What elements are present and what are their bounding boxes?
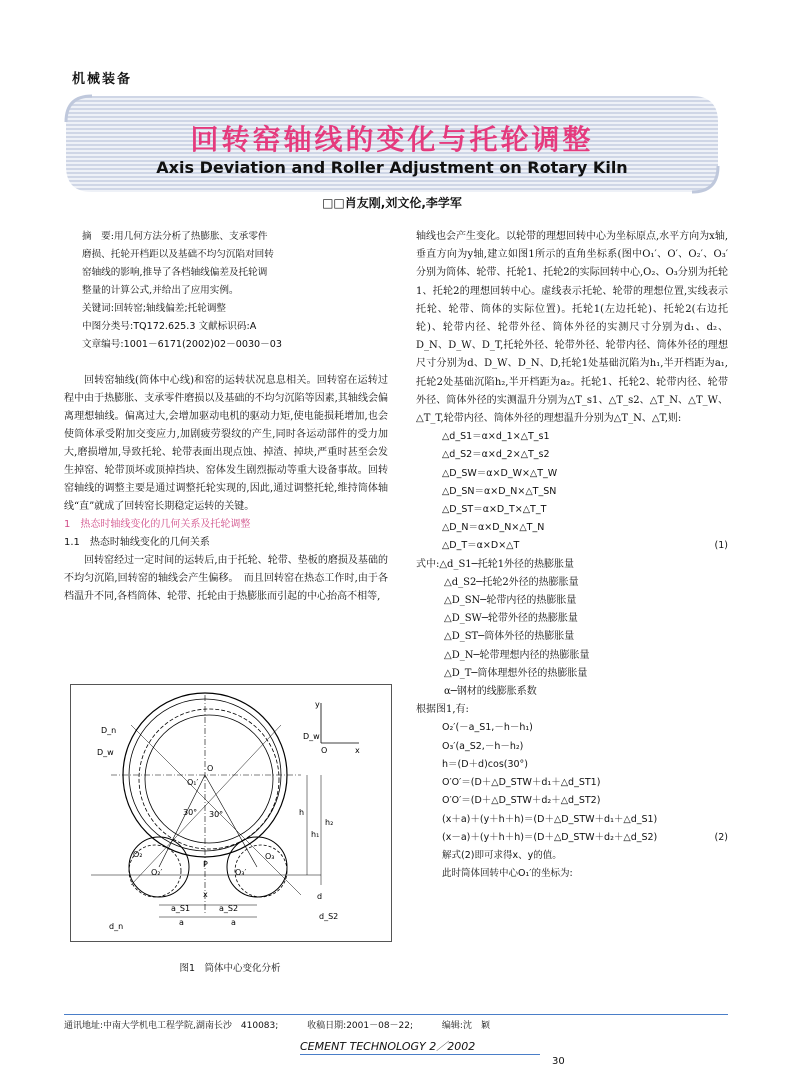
equation-row (416, 829, 728, 847)
footer-address: 通讯地址:中南大学机电工程学院,湖南长沙 410083; (64, 1021, 279, 1031)
label-p: P (203, 860, 208, 869)
label-d: d (317, 892, 323, 901)
equation: O′O′＝(D＋△D_STW＋d₂＋△d_ST2) (442, 795, 601, 807)
equation: △d_S1＝α×d_1×△T_s1 (442, 431, 550, 443)
equation: △D_T＝α×D×△T (442, 540, 520, 552)
label-o2: O₂ (133, 850, 143, 859)
definition: △D_N─轮带理想内径的热膨胀量 (444, 649, 590, 661)
abstract-line: 整量的计算公式,并给出了应用实例。 (82, 285, 239, 296)
abstract-line: 磨损、托轮开档距以及基础不均匀沉陷对回转 (82, 249, 274, 260)
definition: △d_S2─托轮2外径的热膨胀量 (444, 576, 579, 588)
equation: O′O′＝(D＋△D_STW＋d₁＋△d_ST1) (442, 777, 601, 789)
fig-intro: 根据图1,有: (416, 704, 469, 716)
page-number: 30 (552, 1056, 565, 1067)
equation: (x－a)＋(y＋h＋h)＝(D＋△D_STW＋d₂＋△d_S2) (442, 831, 658, 843)
footer-editor: 编辑:沈 颖 (441, 1021, 490, 1031)
equation: h＝(D＋d)cos(30°) (442, 758, 529, 770)
intro-paragraph: 回转窑轴线(筒体中心线)和窑的运转状况息息相关。回转窑在运转过程中由于热膨胀、支承零件磨损以及基础的不均匀沉陷等因素,其轴线会偏离理想轴线。偏离过大,会增加驱动电机的驱动力矩,使电能损耗增加,也会使筒体承受附加交变应力,加剧疲劳裂纹的产生,同时各运动部件的受力加大,磨损增加,导致托轮、轮带表面出现点蚀、掉渣、掉块,严重时甚至会发生掉窑、轮带顶坏或顶掉挡块、窑体发生剧烈振动等重大设备事故。回转窑轴线的调整主要是通过调整托轮实现的,因此,通过调整托轮,维持筒体轴线“直”就成了回转窑长期稳定运转的关键。 (64, 375, 388, 512)
section-heading-1-1: 1.1 热态时轴线变化的几何关系 (64, 537, 210, 548)
equation-number: (1) (714, 540, 728, 552)
label-o3: O₃ (265, 852, 275, 861)
x-axis-label: x (355, 746, 360, 755)
origin-label: O (321, 746, 328, 755)
figure-caption: 图1 筒体中心变化分析 (179, 963, 281, 974)
authors: □□肖友刚,刘文伦,李学军 (322, 196, 462, 210)
classification: 中图分类号:TQ172.625.3 文献标识码:A (82, 321, 257, 332)
label-x-mark: x (203, 890, 208, 899)
figure-1 (70, 684, 392, 942)
equation: (x＋a)＋(y＋h＋h)＝(D＋△D_STW＋d₁＋△d_S1) (442, 813, 658, 825)
definition: △D_SW─轮带外径的热膨胀量 (444, 613, 578, 625)
journal-rule (300, 1054, 540, 1055)
equation: △D_ST＝α×D_T×△T_T (442, 504, 547, 516)
keywords: 关键词:回转窑;轴线偏差;托轮调整 (82, 303, 227, 314)
equation-number: (2) (714, 831, 728, 843)
label-dw-right: D_w (303, 732, 320, 741)
label-angle-left: 30° (183, 808, 198, 817)
label-dn-bottom: d_n (109, 922, 124, 931)
equation: △D_N＝α×D_N×△T_N (442, 522, 545, 534)
label-h2: h₂ (325, 818, 334, 827)
title-chinese: 回转窑轴线的变化与托轮调整 (190, 123, 594, 156)
label-a-right: a (231, 918, 236, 927)
abstract-line: 摘 要:用几何方法分析了热膨胀、支承零件 (82, 231, 268, 242)
label-as2: a_S2 (219, 904, 239, 913)
article-number: 文章编号:1001－6171(2002)02－0030－03 (82, 339, 282, 350)
solve-text: 解式(2)即可求得x、y的值。 (442, 849, 562, 861)
equation: △D_SW＝α×D_W×△T_W (442, 467, 558, 479)
label-o3-actual: O₃′ (235, 868, 247, 877)
body-paragraph: 轴线也会产生变化。以轮带的理想回转中心为坐标原点,水平方向为x轴,垂直方向为y轴,建立如图1所示的直角坐标系(图中O₁′、O′、O₂′、O₃′分别为筒体、轮带、托轮1、托轮2的实际回转中心,O₂、O₃分别为托轮1、托轮2的理想回转中心。虚线表示托轮、轮带的理想位置,实线表示托轮、轮带、筒体的实际位置)。托轮1(左边托轮)、托轮2(右边托轮)、轮带内径、轮带外径、筒体外径的实测尺寸分别为d₁、d₂、D_N、D_W、D_T,托轮外径、轮带外径、轮带内径、筒体外径的理想尺寸分别为d、D_W、D_N、D,托轮1处基础沉陷为h₁,半开档距为a₁,托轮2处基础沉陷h₂,半开档距为a₂。托轮1、托轮2、轮带内径、轮带外径、筒体外径的实测温升分别为△T_s1、△T_s2、△T_N、△T_W、△T_T,轮带内径、筒体外径的理想温升分别为△T_N、△T,则: (416, 231, 728, 425)
title-english: Axis Deviation and Roller Adjustment on Rotary Kiln (156, 158, 628, 177)
equation: △D_SN＝α×D_N×△T_SN (442, 485, 557, 497)
section-label: 机械装备 (72, 72, 133, 87)
right-column (416, 228, 728, 883)
abstract-line: 窑轴线的影响,推导了各档轴线偏差及托轮调 (82, 267, 268, 278)
definition: 式中:△d_S1─托轮1外径的热膨胀量 (416, 558, 575, 570)
label-h: h (299, 808, 305, 817)
footer-divider (64, 1014, 728, 1015)
definition: △D_T─筒体理想外径的热膨胀量 (444, 667, 588, 679)
footer-received: 收稿日期:2001－08－22; (307, 1021, 414, 1031)
label-o: O (207, 764, 214, 773)
abstract (64, 228, 388, 300)
label-a-left: a (179, 918, 184, 927)
section-heading-1: 1 热态时轴线变化的几何关系及托轮调整 (64, 519, 251, 530)
label-ds2: d_S2 (319, 912, 339, 921)
footer (64, 1018, 728, 1031)
equation-row (416, 537, 728, 555)
label-as1: a_S1 (171, 904, 191, 913)
label-angle-right: 30° (209, 810, 224, 819)
equation: O₂′(－a_S1,－h－h₁) (442, 722, 533, 734)
label-o1: O₁′ (187, 778, 199, 787)
label-o2-actual: O₂′ (151, 868, 163, 877)
definition: △D_ST─筒体外径的热膨胀量 (444, 631, 575, 643)
kiln-diagram (71, 685, 391, 941)
body-paragraph: 回转窑经过一定时间的运转后,由于托轮、轮带、垫板的磨损及基础的不均匀沉陷,回转窑的轴线会产生偏移。 而且回转窑在热态工作时,由于各档温升不同,各档筒体、轮带、托轮由于热膨胀而引起的中心抬高不相等, (64, 555, 388, 602)
label-dw: D_w (97, 748, 114, 757)
equation: O₃′(a_S2,－h－h₂) (442, 740, 524, 752)
journal-name: CEMENT TECHNOLOGY 2／2002 (300, 1040, 476, 1053)
definition: α─钢材的线膨胀系数 (444, 686, 537, 698)
final-text: 此时筒体回转中心O₁′的坐标为: (442, 868, 573, 880)
left-column (64, 228, 388, 606)
label-h1: h₁ (311, 830, 320, 839)
label-dn: D_n (101, 726, 117, 735)
y-axis-label: y (315, 700, 320, 709)
equation: △d_S2＝α×d_2×△T_s2 (442, 449, 550, 461)
definition: △D_SN─轮带内径的热膨胀量 (444, 595, 577, 607)
